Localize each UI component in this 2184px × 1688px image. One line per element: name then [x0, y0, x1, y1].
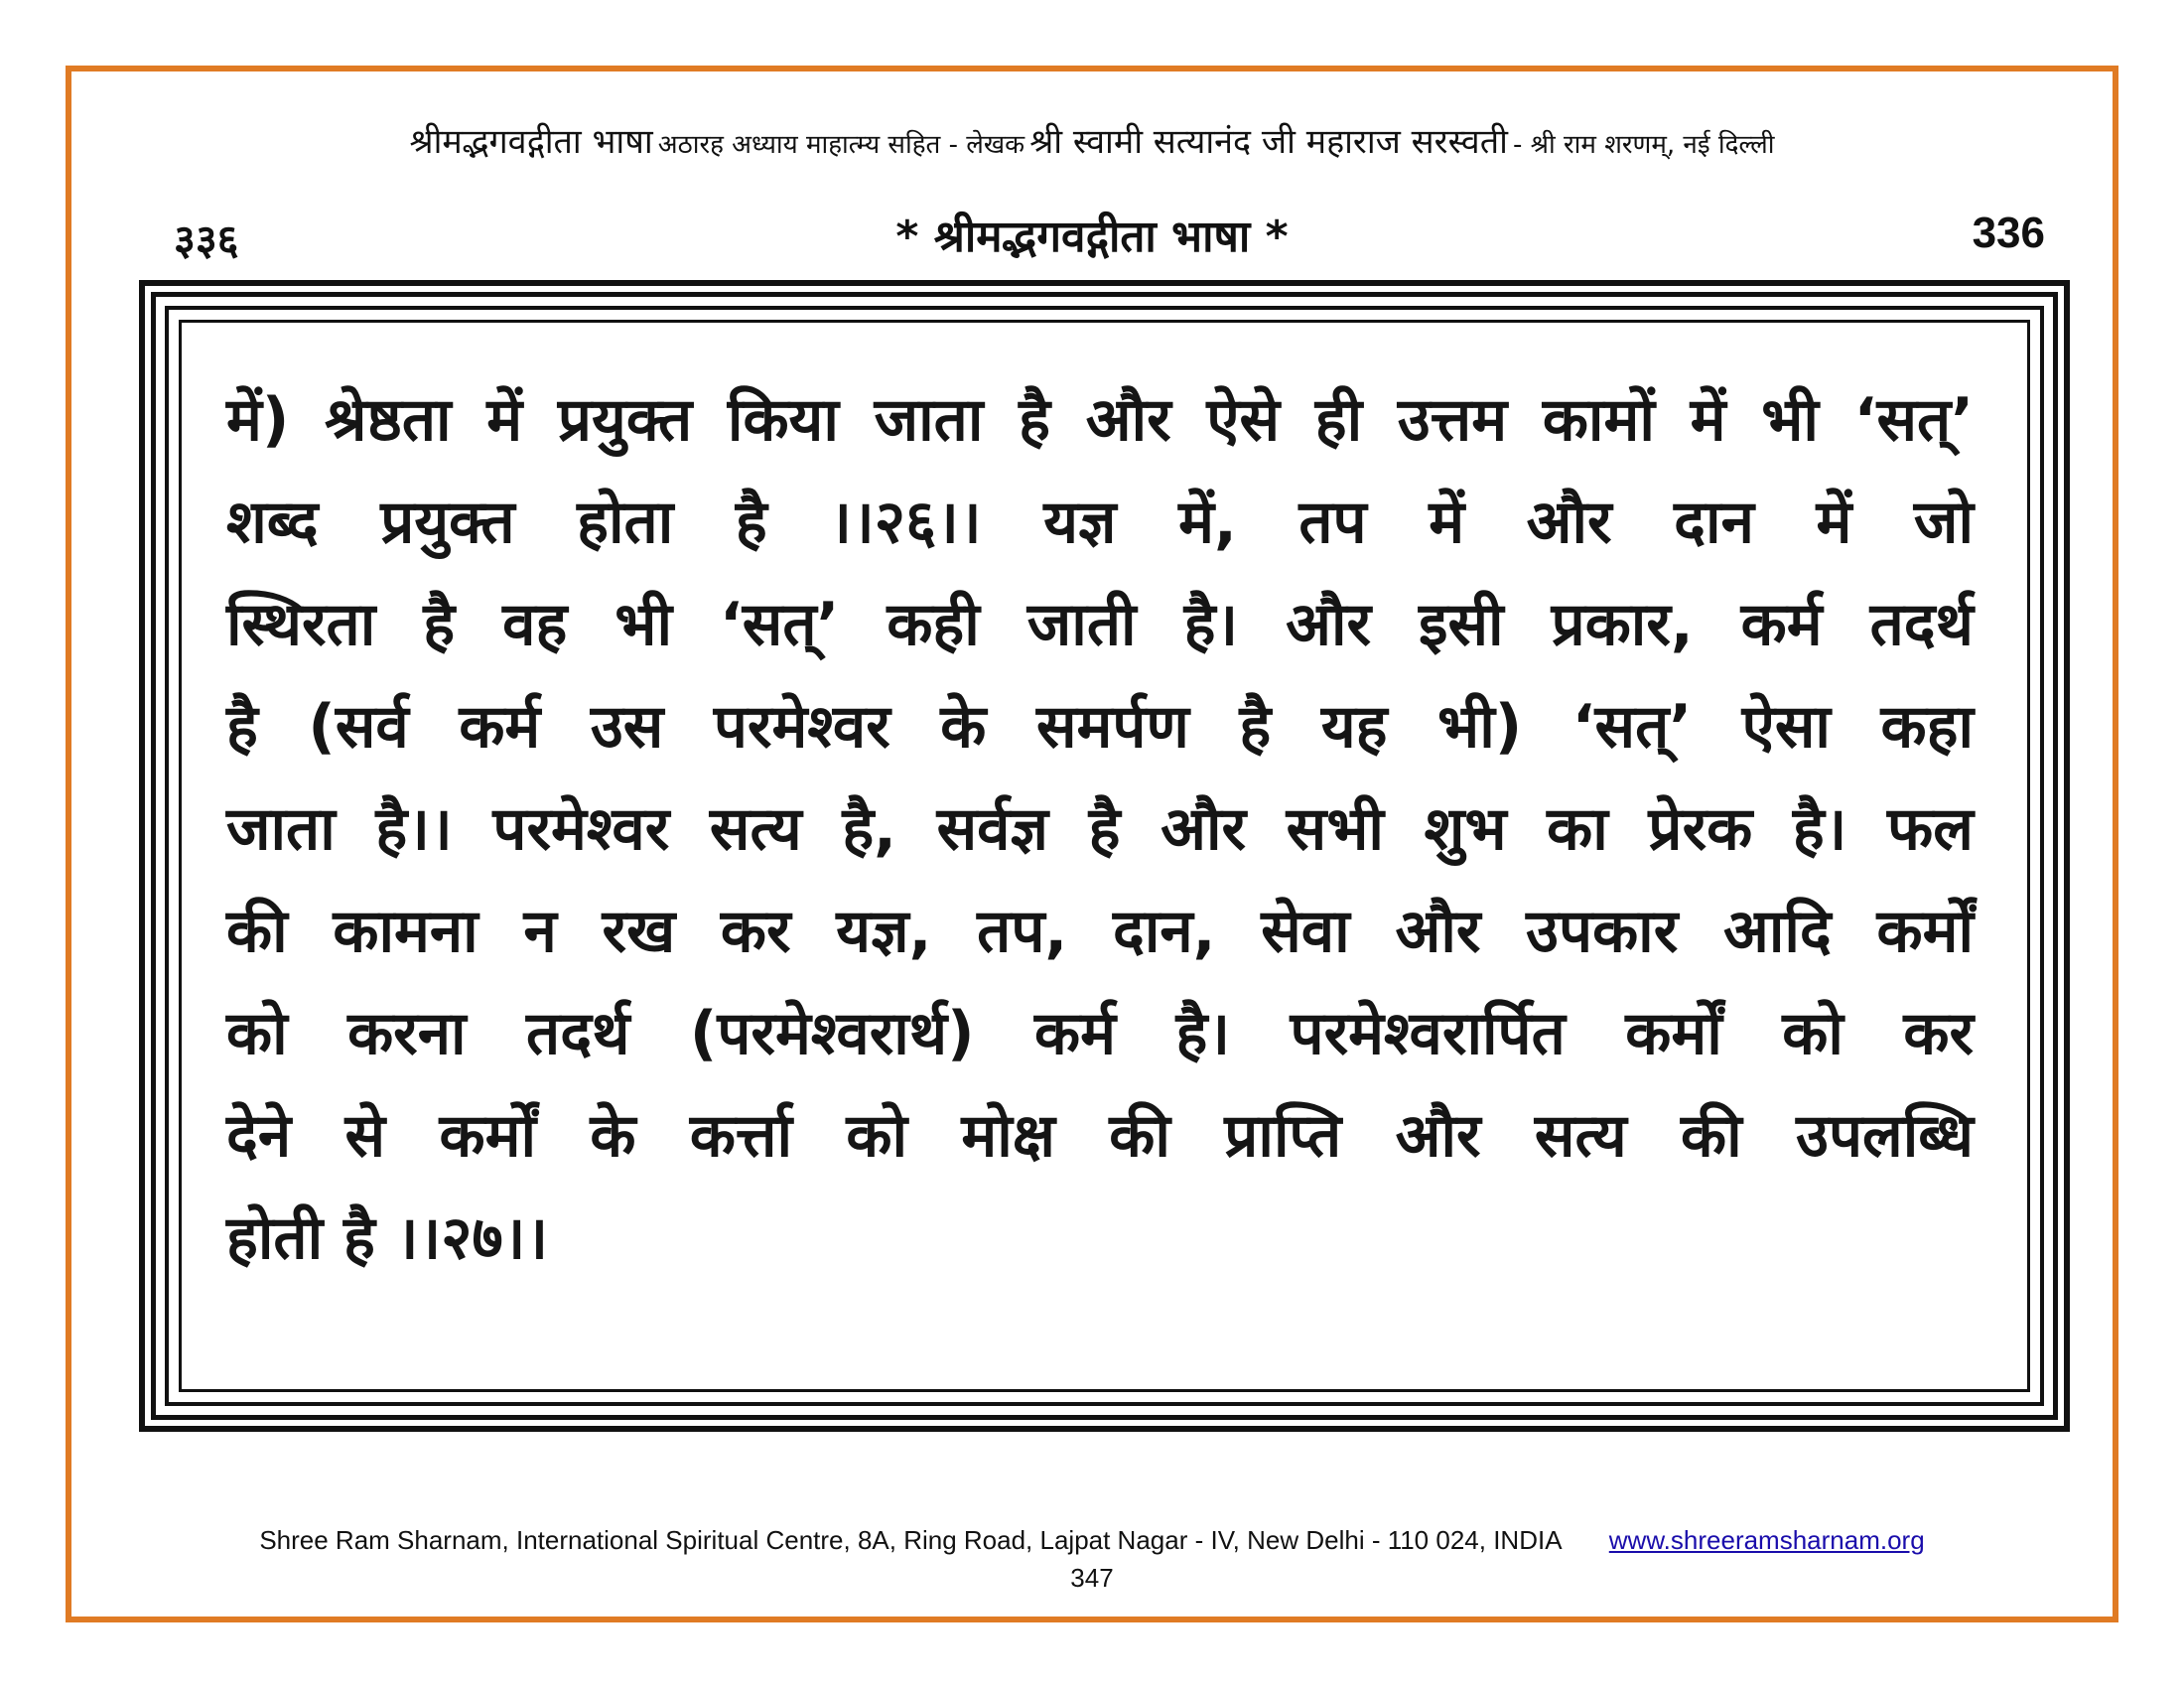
footer: [0, 1525, 2184, 1556]
text-line: में) श्रेष्ठता में प्रयुक्त किया जाता है और ऐसे ही उत्तम कामों में भी ‘सत्’: [226, 385, 1974, 455]
scripture-text: [226, 369, 1974, 1290]
page-number-devanagari: ३३६: [174, 215, 239, 264]
text-line: को करना तदर्थ (परमेश्वरार्थ) कर्म है। परमेश्वरार्पित कर्मों को कर: [226, 999, 1974, 1068]
text-line: जाता है।। परमेश्वर सत्य है, सर्वज्ञ है और सभी शुभ का प्रेरक है। फल: [226, 794, 1974, 864]
footer-page-number: 347: [1070, 1563, 1114, 1593]
text-line: की कामना न रख कर यज्ञ, तप, दान, सेवा और उपकार आदि कर्मों: [226, 897, 1974, 966]
text-line: देने से कर्मों के कर्त्ता को मोक्ष की प्राप्ति और सत्य की उपलब्धि: [226, 1101, 1974, 1171]
page-number-latin: 336: [1972, 209, 2045, 257]
text-line: शब्द प्रयुक्त होता है ।।२६।। यज्ञ में, तप में और दान में जो: [226, 488, 1974, 557]
text-line: स्थिरता है वह भी ‘सत्’ कही जाती है। और इसी प्रकार, कर्म तदर्थ: [226, 590, 1974, 659]
document-header: [99, 117, 2085, 163]
text-line: होती है ।।२७।।: [226, 1203, 549, 1273]
header-subtitle: अठारह अध्याय माहात्म्य सहित - लेखक: [657, 130, 1025, 160]
header-place: - श्री राम शरणम्, नई दिल्ली: [1512, 130, 1775, 160]
header-author: श्री स्वामी सत्यानंद जी महाराज सरस्वती: [1029, 122, 1508, 162]
footer-address: Shree Ram Sharnam, International Spiritual Centre, 8A, Ring Road, Lajpat Nagar - IV, New Delhi - 110 024, INDIA: [259, 1525, 1563, 1555]
header-title: श्रीमद्भगवद्गीता भाषा: [409, 122, 653, 162]
running-title: * श्रीमद्भगवद्गीता भाषा *: [895, 211, 1289, 262]
text-line: है (सर्व कर्म उस परमेश्वर के समर्पण है यह भी) ‘सत्’ ऐसा कहा: [226, 692, 1974, 762]
website-link[interactable]: www.shreeramsharnam.org: [1608, 1525, 1925, 1555]
